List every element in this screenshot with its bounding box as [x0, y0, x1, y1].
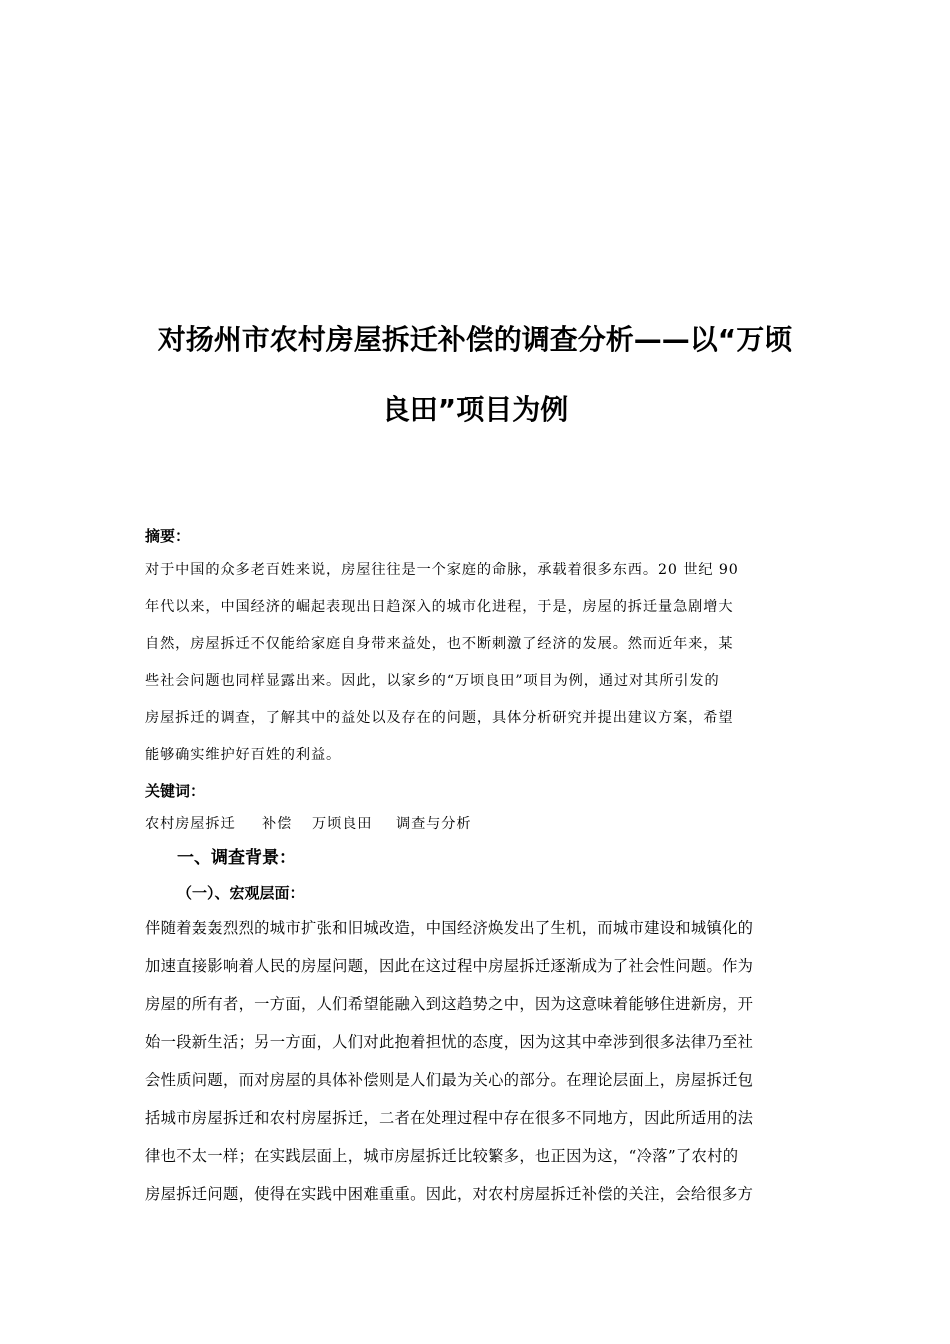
- abstract-line: 年代以来，中国经济的崛起表现出日趋深入的城市化进程，于是，房屋的拆迁量急剧增大: [145, 599, 734, 615]
- keyword: 万顷良田: [312, 816, 373, 832]
- abstract-line: 房屋拆迁的调查，了解其中的益处以及存在的问题，具体分析研究并提出建议方案，希望: [145, 710, 734, 726]
- body-line: 房屋拆迁问题，使得在实践中困难重重。因此，对农村房屋拆迁补偿的关注，会给很多方: [145, 1185, 754, 1203]
- body-line: 括城市房屋拆迁和农村房屋拆迁，二者在处理过程中存在很多不同地方，因此所适用的法: [145, 1109, 754, 1127]
- abstract-line: 自然，房屋拆迁不仅能给家庭自身带来益处，也不断刺激了经济的发展。然而近年来，某: [145, 636, 734, 652]
- keyword: 农村房屋拆迁: [145, 816, 236, 832]
- abstract-line: 能够确实维护好百姓的利益。: [145, 747, 342, 763]
- keyword: 调查与分析: [396, 816, 472, 832]
- body-line: 伴随着轰轰烈烈的城市扩张和旧城改造，中国经济焕发出了生机，而城市建设和城镇化的: [145, 919, 754, 937]
- document-title-line-1: 对扬州市农村房屋拆迁补偿的调查分析——以“万顷: [157, 323, 793, 356]
- subsection-heading: （一）、宏观层面：: [177, 884, 305, 902]
- body-line: 律也不太一样；在实践层面上，城市房屋拆迁比较繁多，也正因为这，“冷落”了农村的: [145, 1147, 739, 1165]
- keyword: 补偿: [262, 816, 293, 832]
- abstract-line: 些社会问题也同样显露出来。因此，以家乡的“万顷良田”项目为例，通过对其所引发的: [145, 673, 720, 689]
- body-line: 加速直接影响着人民的房屋问题，因此在这过程中房屋拆迁逐渐成为了社会性问题。作为: [145, 957, 754, 975]
- abstract-line: 对于中国的众多老百姓来说，房屋往往是一个家庭的命脉，承载着很多东西。20 世纪 90: [145, 562, 739, 578]
- body-line: 房屋的所有者，一方面，人们希望能融入到这趋势之中，因为这意味着能够住进新房，开: [145, 995, 754, 1013]
- body-line: 始一段新生活；另一方面，人们对此抱着担忧的态度，因为这其中牵涉到很多法律乃至社: [145, 1033, 754, 1051]
- section-heading: 一、调查背景：: [177, 848, 296, 868]
- abstract-label: 摘要：: [145, 527, 191, 545]
- keywords-label: 关键词：: [145, 782, 206, 800]
- document-title-line-2: 良田”项目为例: [381, 393, 569, 426]
- body-line: 会性质问题，而对房屋的具体补偿则是人们最为关心的部分。在理论层面上，房屋拆迁包: [145, 1071, 754, 1089]
